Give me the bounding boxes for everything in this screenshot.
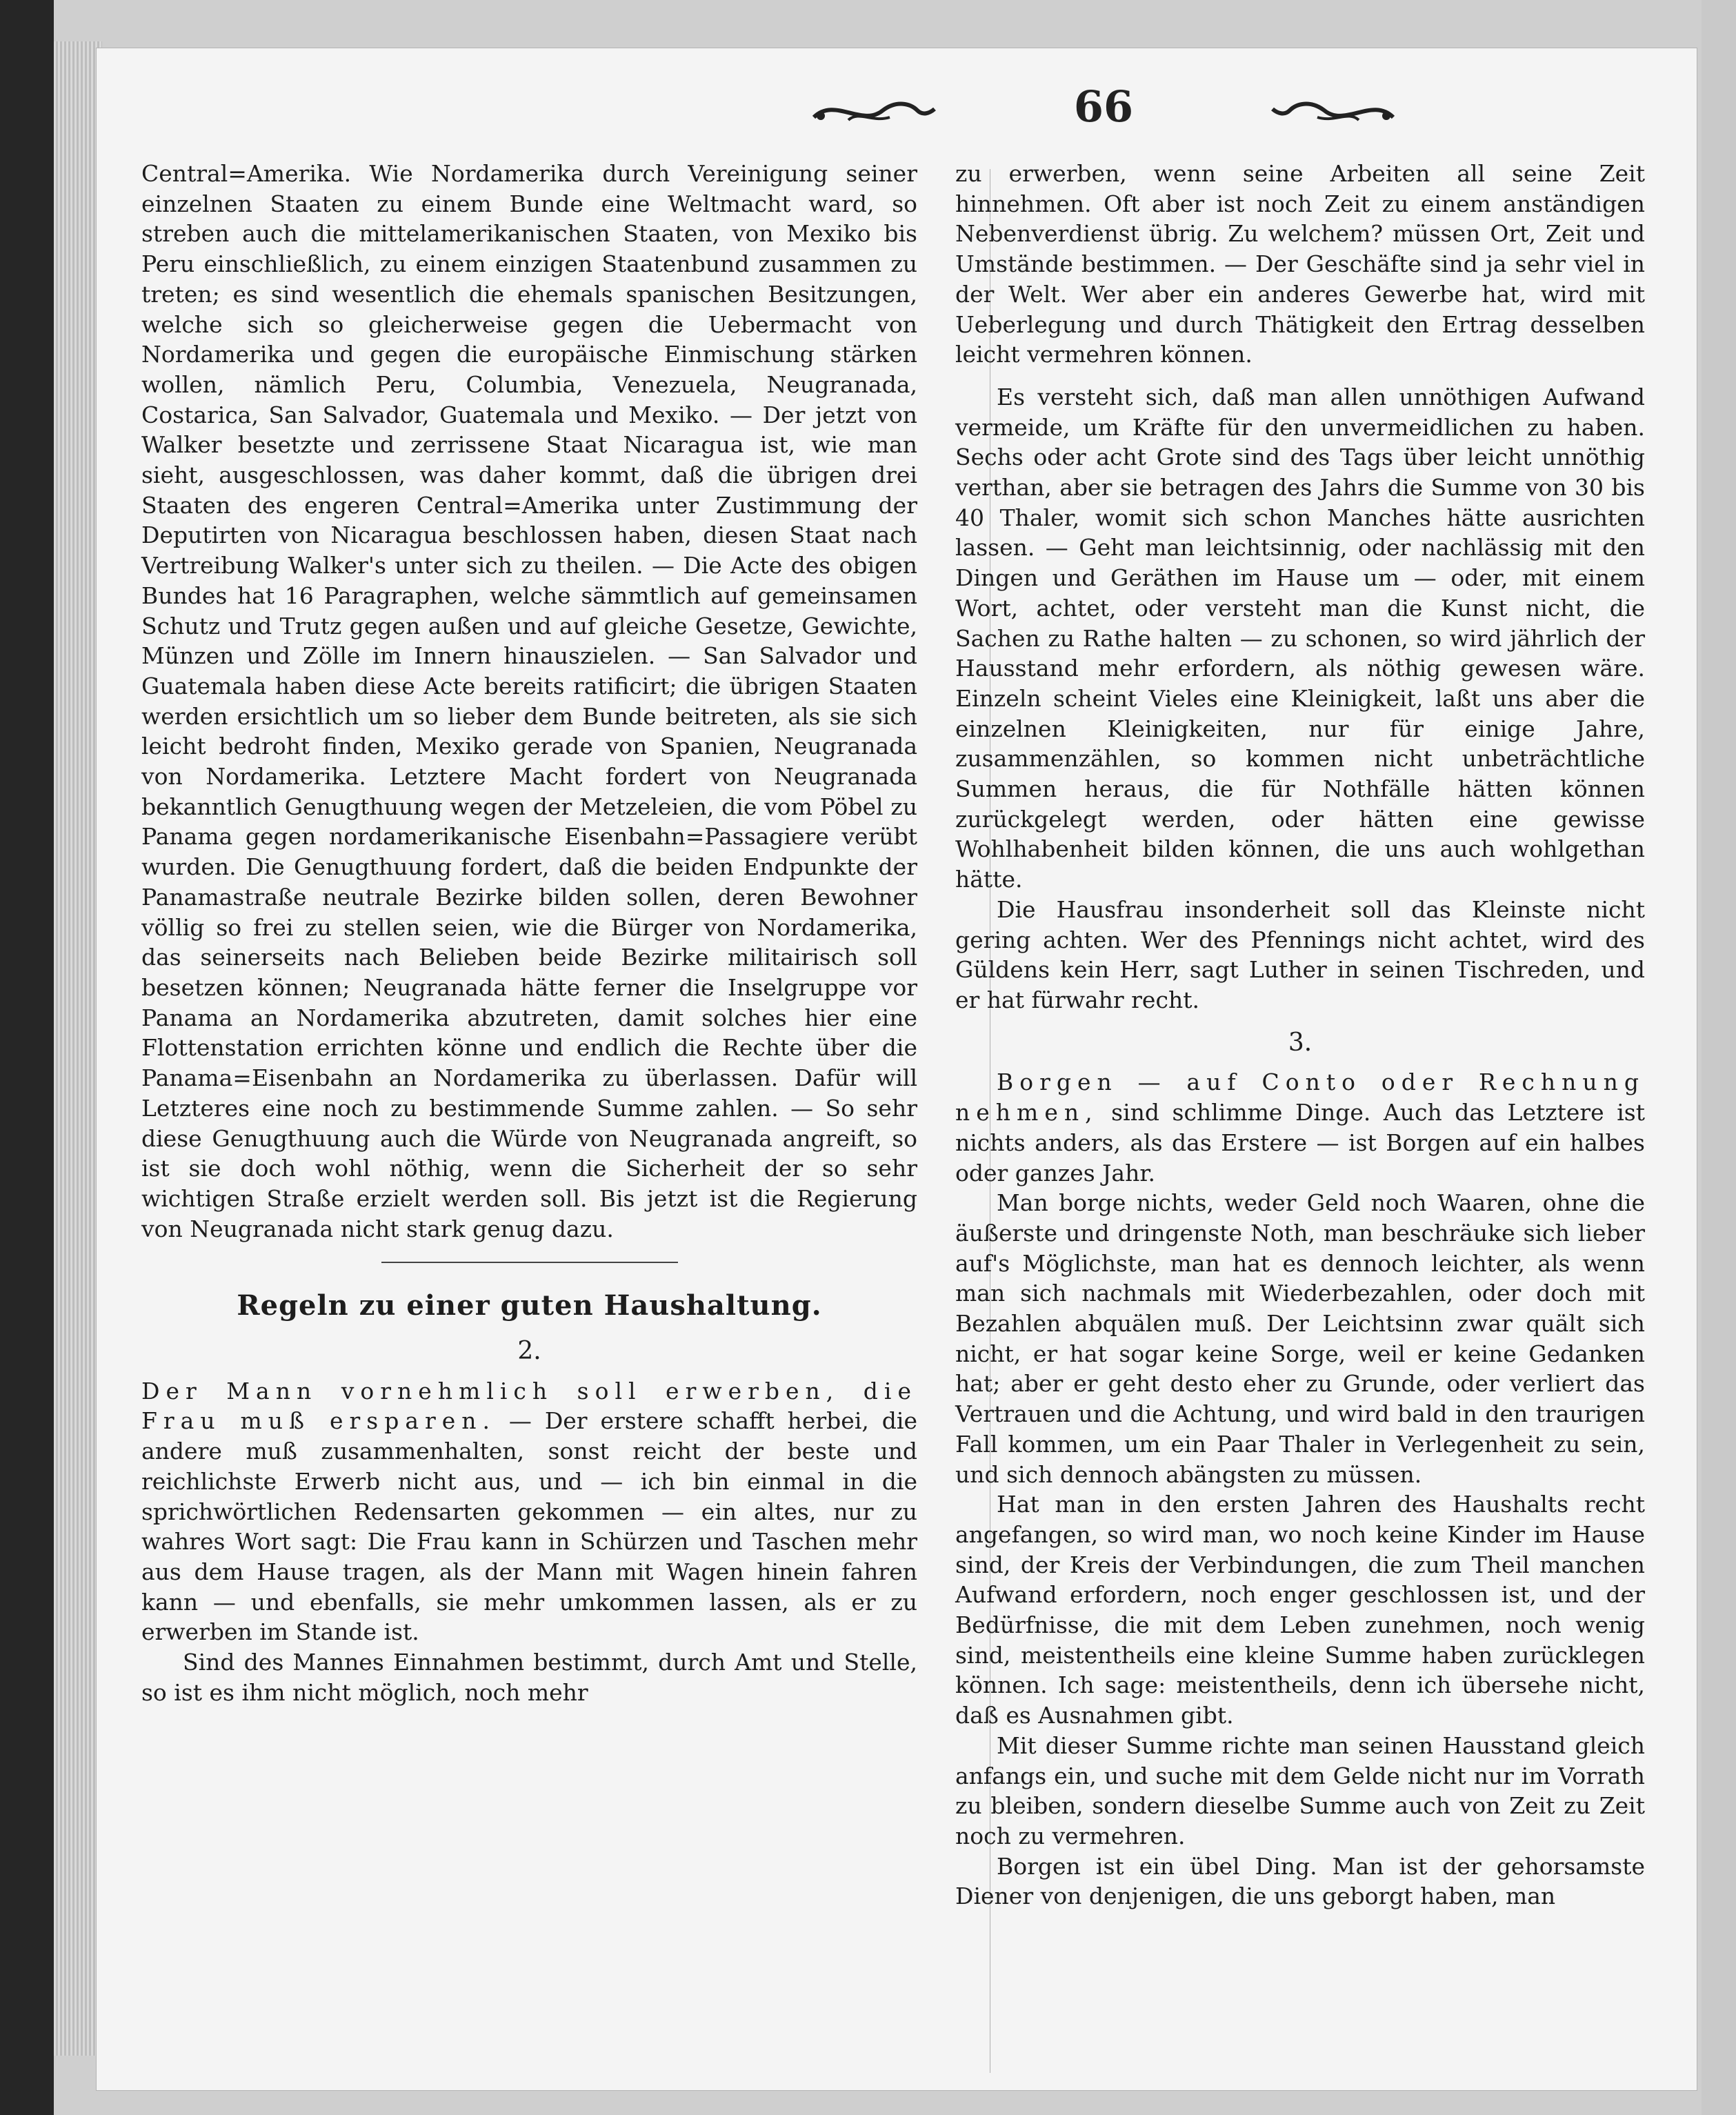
paragraph-haushalt: Hat man in den ersten Jahren des Haushalts recht angefangen, so wird man, wo noch keine Kinder im Hause sind, der Kreis der Verbindungen, die zum Theil manchen Aufwand erfordern, noch enger geschlossen ist, und der Bedürfnisse, die mit dem Leben zunehmen, noch wenig sind, meistentheils eine kleine Summe haben zurücklegen können. Ich sage: meistentheils, denn ich übersehe nicht, daß es Ausnahmen gibt. xyxy=(955,1491,1645,1729)
section-divider xyxy=(381,1262,678,1263)
paragraph-central-amerika: Central=Amerika. Wie Nordamerika durch Vereinigung seiner einzelnen Staaten zu einem Bunde eine Weltmacht ward, so streben auch die mittelamerikanischen Staaten, von Mexiko bis Peru einschließlich, zu einem einzigen Staatenbund zusammen zu treten; es sind wesentlich die ehemals spanischen Besitzungen, welche sich so gleicherweise gegen die Uebermacht von Nordamerika und gegen die europäische Einmischung stärken wollen, nämlich Peru, Columbia, Venezuela, Neugranada, Costarica, San Salvador, Guatemala und Mexiko. — Der jetzt von Walker besetzte und zerrissene Staat Nicaragua ist, wie man sieht, ausgeschlossen, was daher kommt, daß die übrigen drei Staaten des engeren Central=Amerika unter Zustimmung der Deputirten von Nicaragua beschlossen haben, diesen Staat nach Vertreibung Walker's unter sich zu theilen. — Die Acte des obigen Bundes hat 16 Paragraphen, welche sämmtlich auf gemeinsamen Schutz und Trutz gegen außen und auf gleiche Gesetze, Gewichte, Münzen und Zölle im Innern hinauszielen. — San Salvador und Guatemala haben diese Acte bereits ratificirt; die übrigen Staaten werden ersichtlich um so lieber dem Bunde beitreten, als sie sich leicht bedroht finden, Mexiko gerade von Spanien, Neugranada von Nordamerika. Letztere Macht fordert von Neugranada bekanntlich Genugthuung wegen der Metzeleien, die vom Pöbel zu Panama gegen nordamerikanische Eisenbahn=Passagiere verübt wurden. Die Genugthuung fordert, daß die beiden Endpunkte der Panamastraße neutrale Bezirke bilden sollen, deren Bewohner völlig so frei zu stellen seien, wie die Bürger von Nordamerika, das seinerseits nach Belieben beide Bezirke militairisch soll besetzen können; Neugranada hätte ferner die Inselgruppe vor Panama an Nordamerika abzutreten, damit solches hier eine Flottenstation errichten könne und endlich die Rechte über die Panama=Eisenbahn an Nordamerika zu überlassen. Dafür will Letzteres eine noch zu bestimmende Summe zahlen. — So sehr diese Genugthuung auch die Würde von Neugranada angreift, so ist sie doch wohl nöthig, wenn die Sicherheit der so sehr wichtigen Straße erzielt werden soll. Bis jetzt ist die Regierung von Neugranada nicht stark genug dazu. xyxy=(141,160,917,1242)
page-number: 66 xyxy=(1073,81,1134,132)
right-ornament-icon xyxy=(1269,90,1400,131)
paragraph-mann-frau xyxy=(141,1376,917,1647)
section-number-2: 2. xyxy=(517,1337,541,1366)
section-number-3: 3. xyxy=(1288,1028,1313,1057)
page-header xyxy=(807,62,1400,145)
paragraph-body: sind schlimme Dinge. Auch das Letztere ist nichts anders, als das Erstere — ist Borgen auf ein halbes oder ganzes Jahr. xyxy=(955,1099,1645,1186)
paragraph-body: — Der erstere schafft herbei, die andere muß zusammenhalten, sonst reicht der beste und reichlichste Erwerb nicht aus, und — ich bin einmal in die sprichwörtlichen Redensarten gekommen — ein altes, nur zu wahres Wort sagt: Die Frau kann in Schürzen und Taschen mehr aus dem Hause tragen, als der Mann mit Wagen hinein fahren kann — und ebenfalls, sie mehr umkommen lassen, als er zu erwerben im Stande ist. xyxy=(141,1407,917,1646)
paragraph-hausfrau: Die Hausfrau insonderheit soll das Kleinste nicht gering achten. Wer des Pfennings nicht achtet, wird des Güldens kein Herr, sagt Luther in seinen Tischreden, und er hat fürwahr recht. xyxy=(955,895,1645,1013)
paragraph-einnahmen: Sind des Mannes Einnahmen bestimmt, durch Amt und Stelle, so ist es ihm nicht möglich, noch mehr xyxy=(141,1649,917,1706)
paragraph-erwerben: zu erwerben, wenn seine Arbeiten all seine Zeit hinnehmen. Oft aber ist noch Zeit zu einem anständigen Nebenverdienst übrig. Zu welchem? müssen Ort, Zeit und Umstände bestimmen. — Der Geschäfte sind ja sehr viel in der Welt. Wer aber ein anderes Gewerbe hat, wird mit Ueberlegung und durch Thätigkeit den Ertrag desselben leicht vermehren können. xyxy=(955,160,1645,368)
paragraph-borgen-uebel: Borgen ist ein übel Ding. Man ist der gehorsamste Diener von denjenigen, die uns geborgt haben, man xyxy=(955,1852,1645,1910)
paragraph-lead: Borgen — auf Conto oder Rechnung nehmen, xyxy=(955,1069,1645,1126)
left-column xyxy=(141,159,917,1707)
paragraph-borge-nichts: Man borge nichts, weder Geld noch Waaren, ohne die äußerste und dringenste Noth, man beschräuke sich lieber auf's Möglichste, man hat es dennoch leichter, als wenn man sich nachmals mit Wiederbezahlen, oder doch mit Bezahlen abquälen muß. Der Leichtsinn zwar quält sich nicht, er hat sogar keine Sorge, weil er keine Gedanken hat; aber er geht desto eher zu Grunde, oder verliert das Vertrauen und die Achtung, und wird bald in den traurigen Fall kommen, um ein Paar Thaler in Verlegenheit zu sein, und sich dennoch abängsten zu müssen. xyxy=(955,1189,1645,1488)
page-edges xyxy=(54,41,102,2056)
book-page xyxy=(97,48,1697,2090)
paragraph-summe: Mit dieser Summe richte man seinen Hausstand gleich anfangs ein, und suche mit dem Gelde nicht nur im Vorrath zu bleiben, sondern dieselbe Summe auch von Zeit zu Zeit noch zu vermehren. xyxy=(955,1731,1645,1849)
section-title: Regeln zu einer guten Haushaltung. xyxy=(237,1289,822,1322)
paragraph-lead: Der Mann vornehmlich soll erwerben, die Frau muß ersparen. xyxy=(141,1377,917,1435)
paragraph-borgen xyxy=(955,1067,1645,1188)
paragraph-aufwand: Es versteht sich, daß man allen unnöthigen Aufwand vermeide, um Kräfte für den unvermeidlichen zu haben. Sechs oder acht Grote sind des Tags über leicht unnöthig verthan, aber sie betragen des Jahrs die Summe von 30 bis 40 Thaler, womit sich schon Manches hätte ausrichten lassen. — Geht man leichtsinnig, oder nachlässig mit den Dingen und Geräthen im Hause um — oder, mit einem Wort, achtet, oder versteht man die Kunst nicht, die Sachen zu Rathe halten — zu schonen, so wird jährlich der Hausstand mehr erfordern, als nöthig gewesen wäre. Einzeln scheint Vieles eine Kleinigkeit, laßt uns aber die einzelnen Kleinigkeiten, nur für einige Jahre, zusammenzählen, so kommen nicht unbeträchtliche Summen heraus, die für Nothfälle hätten können zurückgelegt werden, oder hätten eine gewisse Wohlhabenheit bilden können, die uns auch wohlgethan hätte. xyxy=(955,383,1645,893)
scan-dark-edge xyxy=(0,0,54,2115)
right-column xyxy=(955,159,1645,1912)
scan-right-margin xyxy=(1702,0,1736,2115)
